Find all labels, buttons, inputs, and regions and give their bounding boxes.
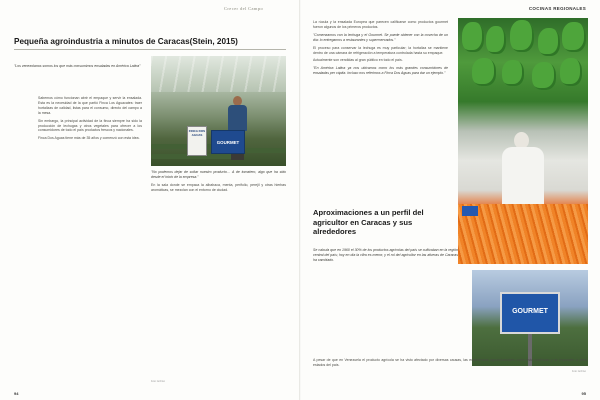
closing-paragraph [313,358,587,386]
running-head: Crecer del Campo [224,6,264,11]
paragraph: A pesar de que en Venezuela el producto agrícola se ha visto afectado por diversas causas, las experiencias agroindustriales como esta continúan y se expanden a otros estados del país. [313,358,587,367]
pepper [472,58,496,86]
page-number-left: 94 [14,391,19,396]
pepper [502,60,524,86]
center-column [151,170,286,365]
pepper [532,62,556,90]
title-rule [14,49,286,50]
profile-text: Se calcula que en 1960 el 30% de los productos agrícolas del país se cultivaban en la región central del país; hoy en día la cifra es menor, y el rol del agricultor en las afueras de Caracas ha cambiado. [313,248,458,262]
greenhouse-roof [151,56,286,92]
section-tag: COCINAS REGIONALES [528,6,586,11]
right-column-profile [313,248,458,353]
photo-caption: Foto: Archivo [151,380,165,383]
article-title: Pequeña agroindustria a minutos de Caracas(Stein, 2015) [14,37,238,46]
paragraph: Finca Dos Aguas tiene más de 35 años y comenzó con esta idea. [38,136,140,141]
paragraph: Sabemos cómo funcionan abrir el empaque y servir la ensalada. Esta es la necesidad de la que partió Finca Los Aguacates: traer hortalizas de calidad, listas para el consumo, directo del campo a la mesa. [38,96,142,115]
pepper [462,22,484,52]
worker-figure [502,132,544,206]
gourmet-board [500,292,560,334]
gourmet-sign: GOURMET [211,130,245,154]
pepper [486,26,506,54]
paragraph: Actualmente son vendidas al gran público en todo el país. [313,58,403,63]
pepper [560,58,582,86]
finca-dos-aguas-sign: FINCA DOS AGUAS [187,126,207,156]
pull-quote: "No podemos dejar de soltar nuestro producto… A de tomatero, algo que ha sido desde el inicio de la empresa." [151,170,286,179]
pepper [510,20,534,52]
page-gutter [299,0,301,400]
crop-row [246,148,286,153]
photo-caption: Foto: Archivo [572,370,586,373]
pull-quote: "En América Latina ya nos ubicamos como los más grandes consumidores de ensaladas per cápita. Incluso nos referimos a Finca Dos Aguas para dar un ejemplo." [313,66,448,76]
left-column [38,96,142,359]
gourmet-board-photo [472,270,588,366]
lead-text [14,64,142,84]
section-subhead: Aproximaciones a un perfil del agricultor en Caracas y sus alrededores [313,208,424,237]
lead-quote: "Los venezolanos somos los que más consumimos ensaladas en América Latina" [14,64,141,68]
pepper [562,22,586,52]
paragraph: La rúcula y la ensalada Europea que parecen calificarse como productos gourmet fueron algunos de los primeros productos. [313,20,448,29]
produce-label [462,206,478,216]
paragraph: En la sala donde se empaca la albahaca, menta, perifolio, perejil y otras hierbas aromáticas, se mezclan con el entorno de ciudad. [151,182,286,192]
produce-photo [458,18,588,264]
greenhouse-photo [151,56,286,166]
pull-quote: "Comenzamos con la lechuga y el Gourmet. Se puede obtener con la cosecha de un día: lo entregamos a restaurantes y supermercados." [313,32,448,42]
gourmet-board-text: GOURMET [512,308,548,315]
page-number-right: 95 [581,391,586,396]
paragraph: Sin embargo, la principal actividad de la finca siempre ha sido la producción de lechugas y otros vegetales para ofrecer a los consumidores de todo el país productos frescos y nacionales. [38,118,142,133]
pepper [538,28,560,56]
paragraph: El proceso para conservar la lechuga es muy particular; la hortaliza se mantiene dentro de una cámara de refrigeración a temperatura controlada hasta su empaque. [313,45,448,55]
